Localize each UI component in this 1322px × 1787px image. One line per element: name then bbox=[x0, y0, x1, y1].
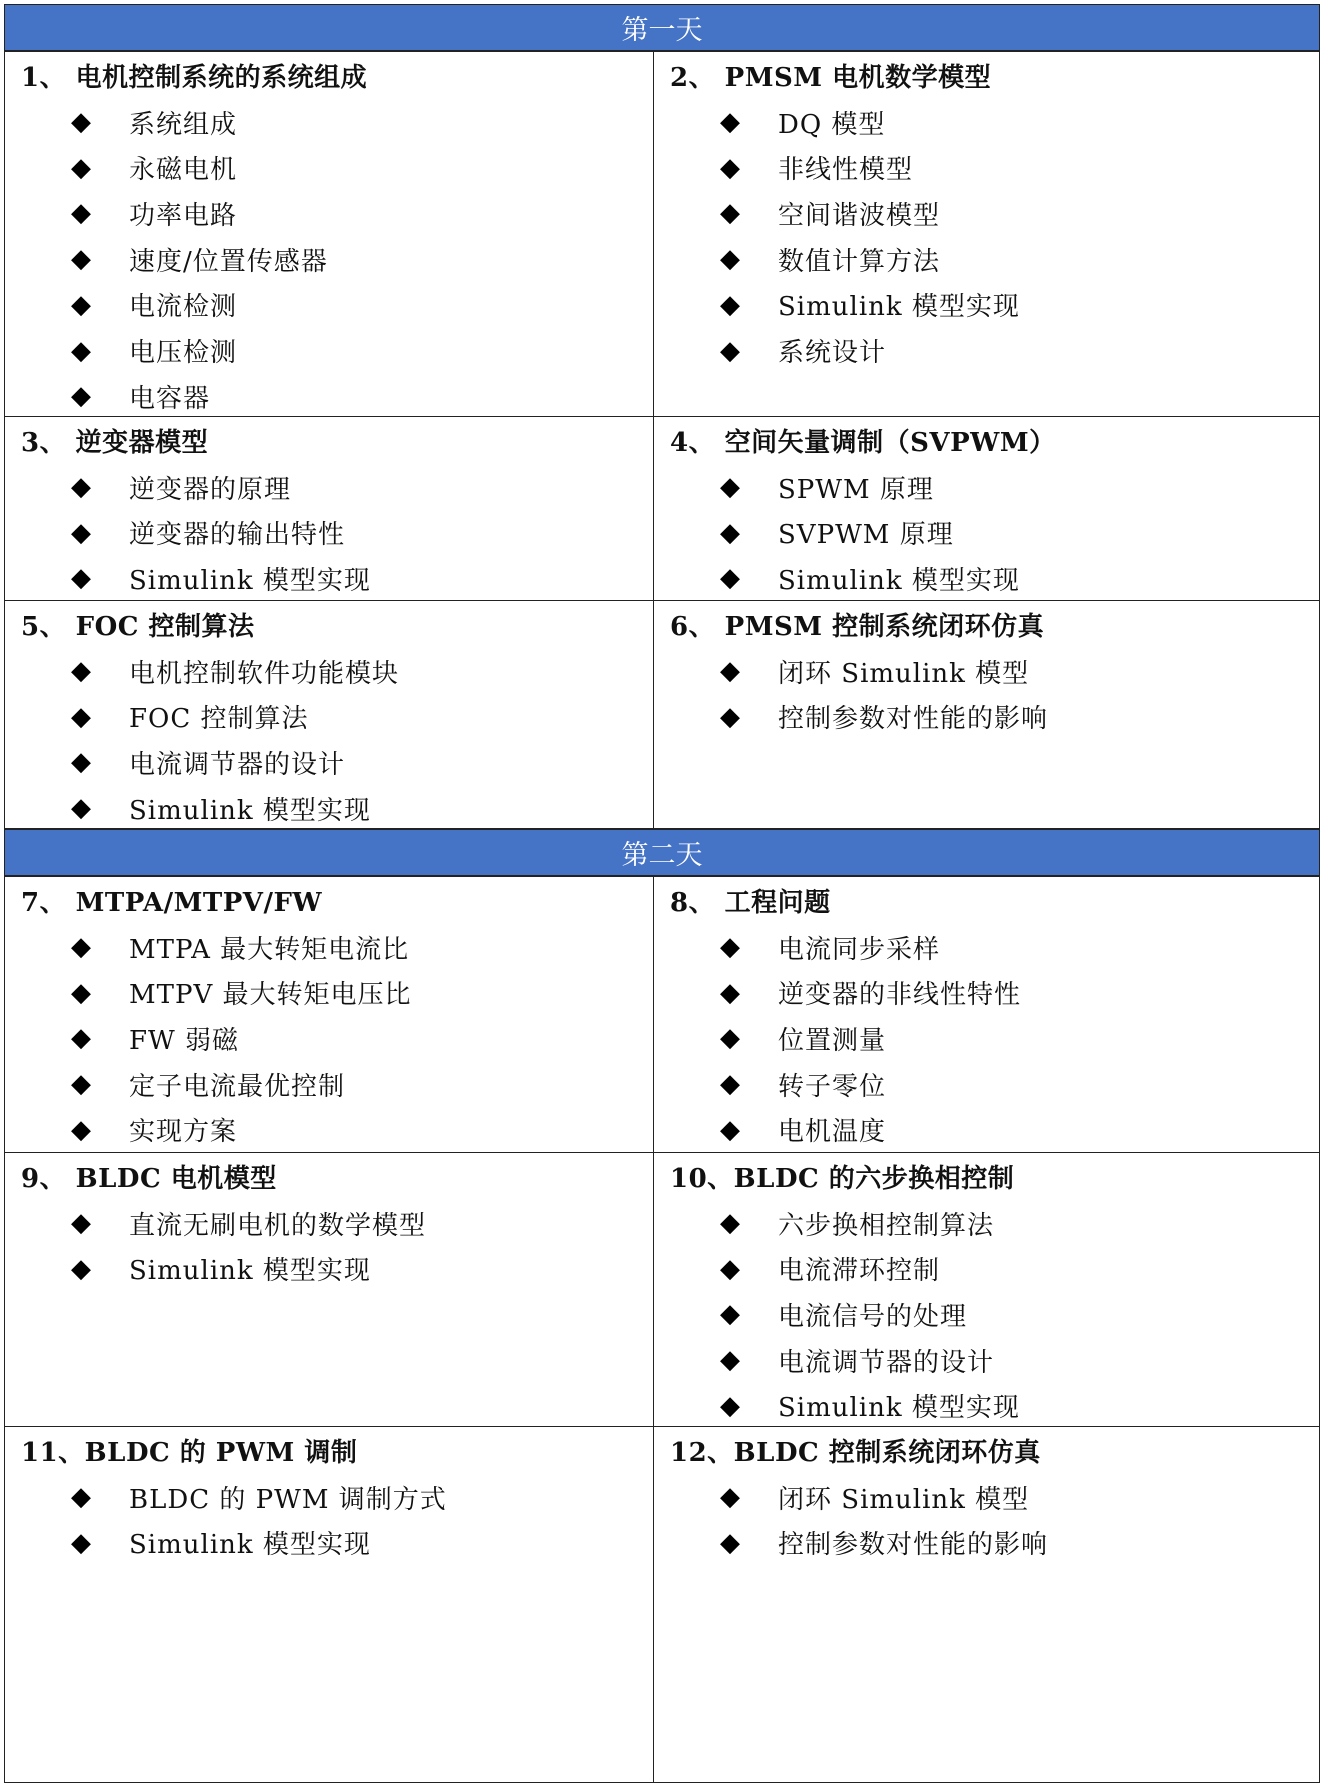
topic-list-item-label: FOC 控制算法 bbox=[129, 704, 309, 735]
topic-list-item bbox=[71, 1243, 371, 1295]
diamond-bullet-icon: ◆ bbox=[71, 381, 92, 412]
diamond-bullet-icon: ◆ bbox=[71, 244, 92, 275]
topic-list-item-label: Simulink 模型实现 bbox=[129, 795, 371, 826]
topic-list-item-label: 逆变器的输出特性 bbox=[129, 520, 346, 551]
topic-list-item bbox=[71, 325, 237, 377]
diamond-bullet-icon: ◆ bbox=[720, 1345, 741, 1376]
diamond-bullet-icon: ◆ bbox=[720, 1114, 741, 1145]
topic-title: 11、BLDC 的 PWM 调制 bbox=[21, 1438, 358, 1468]
topic-list-item-label: 位置测量 bbox=[778, 1025, 887, 1056]
topic-list-item-label: 转子零位 bbox=[778, 1071, 887, 1102]
topic-list-item bbox=[71, 142, 237, 194]
topic-list-item bbox=[720, 967, 1021, 1019]
topic-list-item bbox=[71, 1471, 447, 1523]
topic-list-item bbox=[71, 645, 399, 697]
topic-list-item bbox=[71, 691, 309, 743]
topic-cell bbox=[653, 51, 1320, 417]
topic-list-item bbox=[71, 187, 237, 239]
topic-list-item bbox=[720, 1380, 1020, 1432]
diamond-bullet-icon: ◆ bbox=[720, 1482, 741, 1512]
diamond-bullet-icon: ◆ bbox=[71, 1114, 92, 1145]
topic-title: 7、 MTPA/MTPV/FW bbox=[21, 888, 323, 918]
topic-title: 6、 PMSM 控制系统闭环仿真 bbox=[670, 612, 1045, 642]
topic-title: 2、 PMSM 电机数学模型 bbox=[670, 63, 992, 93]
diamond-bullet-icon: ◆ bbox=[720, 932, 741, 962]
topic-list-item-label: MTPV 最大转矩电压比 bbox=[129, 980, 412, 1011]
diamond-bullet-icon: ◆ bbox=[71, 977, 92, 1008]
topic-cell bbox=[653, 876, 1320, 1153]
topic-list-item-label: Simulink 模型实现 bbox=[129, 565, 371, 596]
topic-list-item bbox=[71, 96, 237, 148]
topic-list-item-label: 永磁电机 bbox=[129, 155, 238, 186]
diamond-bullet-icon: ◆ bbox=[71, 701, 92, 732]
topic-list-item-label: Simulink 模型实现 bbox=[778, 565, 1020, 596]
topic-list-item-label: 系统组成 bbox=[129, 109, 238, 140]
topic-list-item-label: Simulink 模型实现 bbox=[129, 1530, 371, 1561]
diamond-bullet-icon: ◆ bbox=[720, 198, 741, 229]
diamond-bullet-icon: ◆ bbox=[720, 1527, 741, 1558]
topic-list-item bbox=[720, 1012, 886, 1064]
day-header: 第一天 bbox=[4, 4, 1320, 51]
topic-list-item bbox=[720, 552, 1020, 604]
topic-cell bbox=[4, 416, 654, 601]
topic-list-item-label: 闭环 Simulink 模型 bbox=[778, 1484, 1030, 1515]
diamond-bullet-icon: ◆ bbox=[71, 335, 92, 366]
diamond-bullet-icon: ◆ bbox=[720, 656, 741, 686]
topic-cell bbox=[4, 600, 654, 829]
topic-list-item-label: 控制参数对性能的影响 bbox=[778, 704, 1049, 735]
topic-cell bbox=[653, 600, 1320, 829]
topic-list-item bbox=[720, 325, 886, 377]
topic-list-item-label: 速度/位置传感器 bbox=[129, 246, 328, 277]
topic-title: 12、BLDC 控制系统闭环仿真 bbox=[670, 1438, 1041, 1468]
diamond-bullet-icon: ◆ bbox=[720, 244, 741, 275]
diamond-bullet-icon: ◆ bbox=[71, 1482, 92, 1512]
topic-title: 5、 FOC 控制算法 bbox=[21, 612, 255, 642]
topic-list-item bbox=[71, 1104, 237, 1156]
topic-list-item bbox=[720, 507, 954, 559]
topic-title: 10、BLDC 的六步换相控制 bbox=[670, 1164, 1015, 1194]
topic-title: 8、 工程问题 bbox=[670, 888, 831, 918]
topic-list-item-label: 定子电流最优控制 bbox=[129, 1071, 346, 1102]
topic-list-item bbox=[71, 736, 345, 788]
topic-list-item bbox=[720, 1104, 886, 1156]
topic-list-item-label: DQ 模型 bbox=[778, 109, 886, 140]
topic-list-item-label: 功率电路 bbox=[129, 200, 238, 231]
topic-list-item-label: 数值计算方法 bbox=[778, 246, 941, 277]
diamond-bullet-icon: ◆ bbox=[71, 198, 92, 229]
topic-list-item-label: Simulink 模型实现 bbox=[778, 292, 1020, 323]
diamond-bullet-icon: ◆ bbox=[71, 563, 92, 594]
topic-list-item-label: 系统设计 bbox=[778, 338, 887, 368]
topic-cell bbox=[4, 51, 654, 417]
diamond-bullet-icon: ◆ bbox=[71, 472, 92, 502]
topic-cell bbox=[653, 1152, 1320, 1427]
diamond-bullet-icon: ◆ bbox=[720, 701, 741, 732]
diamond-bullet-icon: ◆ bbox=[720, 1299, 741, 1330]
topic-list-item-label: 空间谐波模型 bbox=[778, 200, 941, 231]
topic-list-item-label: SVPWM 原理 bbox=[778, 520, 954, 551]
diamond-bullet-icon: ◆ bbox=[720, 1253, 741, 1284]
diamond-bullet-icon: ◆ bbox=[720, 472, 741, 502]
diamond-bullet-icon: ◆ bbox=[71, 152, 92, 183]
topic-list-item bbox=[720, 233, 940, 285]
topic-list-item bbox=[71, 967, 412, 1019]
topic-list-item bbox=[720, 187, 940, 239]
diamond-bullet-icon: ◆ bbox=[71, 1069, 92, 1100]
topic-list-item bbox=[720, 1288, 967, 1340]
topic-list-item bbox=[720, 142, 913, 194]
topic-list-item bbox=[720, 1058, 886, 1110]
topic-cell bbox=[4, 1152, 654, 1427]
topic-list-item bbox=[720, 645, 1029, 697]
diamond-bullet-icon: ◆ bbox=[71, 107, 92, 137]
topic-title: 9、 BLDC 电机模型 bbox=[21, 1164, 277, 1194]
topic-cell bbox=[653, 1426, 1320, 1783]
topic-list-item bbox=[720, 279, 1020, 331]
topic-list-item bbox=[71, 1058, 345, 1110]
day-header: 第二天 bbox=[4, 829, 1320, 876]
topic-list-item-label: Simulink 模型实现 bbox=[129, 1256, 371, 1287]
topic-list-item bbox=[71, 1517, 371, 1569]
topic-list-item bbox=[720, 461, 934, 513]
topic-title: 3、 逆变器模型 bbox=[21, 428, 209, 458]
topic-list-item-label: 电容器 bbox=[129, 383, 211, 414]
topic-list-item bbox=[71, 233, 328, 285]
diamond-bullet-icon: ◆ bbox=[71, 747, 92, 778]
topic-list-item-label: FW 弱磁 bbox=[129, 1025, 240, 1056]
diamond-bullet-icon: ◆ bbox=[720, 1208, 741, 1238]
diamond-bullet-icon: ◆ bbox=[71, 1208, 92, 1238]
topic-list-item bbox=[720, 1471, 1029, 1523]
topic-list-item-label: 闭环 Simulink 模型 bbox=[778, 658, 1030, 689]
diamond-bullet-icon: ◆ bbox=[720, 335, 741, 366]
topic-title: 4、 空间矢量调制（SVPWM） bbox=[670, 428, 1056, 458]
topic-list-item bbox=[720, 96, 885, 148]
topic-list-item-label: 电流调节器的设计 bbox=[129, 749, 346, 780]
topic-cell bbox=[653, 416, 1320, 601]
topic-list-item-label: 电机温度 bbox=[778, 1117, 887, 1148]
topic-list-item-label: 电压检测 bbox=[129, 338, 238, 368]
diamond-bullet-icon: ◆ bbox=[720, 1069, 741, 1100]
topic-list-item-label: 逆变器的非线性特性 bbox=[778, 980, 1022, 1011]
course-schedule-table bbox=[4, 4, 1320, 1783]
diamond-bullet-icon: ◆ bbox=[720, 563, 741, 594]
topic-list-item bbox=[71, 921, 409, 973]
topic-list-item bbox=[71, 461, 291, 513]
topic-title: 1、 电机控制系统的系统组成 bbox=[21, 63, 368, 93]
topic-list-item bbox=[71, 782, 371, 834]
topic-list-item bbox=[720, 1517, 1048, 1569]
diamond-bullet-icon: ◆ bbox=[720, 1390, 741, 1421]
diamond-bullet-icon: ◆ bbox=[71, 793, 92, 824]
topic-list-item bbox=[720, 1334, 994, 1386]
topic-cell bbox=[4, 1426, 654, 1783]
topic-list-item bbox=[71, 279, 237, 331]
diamond-bullet-icon: ◆ bbox=[71, 656, 92, 686]
topic-list-item bbox=[720, 691, 1048, 743]
diamond-bullet-icon: ◆ bbox=[720, 517, 741, 548]
topic-list-item-label: SPWM 原理 bbox=[778, 474, 934, 505]
diamond-bullet-icon: ◆ bbox=[720, 977, 741, 1008]
topic-list-item-label: 电流信号的处理 bbox=[778, 1301, 968, 1332]
diamond-bullet-icon: ◆ bbox=[71, 1023, 92, 1054]
diamond-bullet-icon: ◆ bbox=[720, 1023, 741, 1054]
diamond-bullet-icon: ◆ bbox=[720, 152, 741, 183]
topic-list-item bbox=[71, 552, 371, 604]
topic-cell bbox=[4, 876, 654, 1153]
topic-list-item-label: 实现方案 bbox=[129, 1117, 238, 1148]
topic-list-item-label: 电流滞环控制 bbox=[778, 1256, 941, 1287]
topic-list-item bbox=[71, 507, 345, 559]
topic-list-item-label: 控制参数对性能的影响 bbox=[778, 1530, 1049, 1561]
topic-list-item bbox=[720, 1243, 940, 1295]
topic-list-item-label: 电机控制软件功能模块 bbox=[129, 658, 400, 689]
topic-list-item-label: 电流检测 bbox=[129, 292, 238, 323]
topic-list-item-label: 直流无刷电机的数学模型 bbox=[129, 1210, 427, 1241]
topic-list-item bbox=[71, 370, 210, 422]
topic-list-item-label: 电流同步采样 bbox=[778, 934, 941, 965]
topic-list-item-label: Simulink 模型实现 bbox=[778, 1393, 1020, 1424]
diamond-bullet-icon: ◆ bbox=[71, 1253, 92, 1284]
topic-list-item-label: 逆变器的原理 bbox=[129, 474, 292, 505]
topic-list-item-label: BLDC 的 PWM 调制方式 bbox=[129, 1484, 447, 1515]
topic-list-item-label: 电流调节器的设计 bbox=[778, 1347, 995, 1378]
topic-list-item-label: MTPA 最大转矩电流比 bbox=[129, 934, 410, 965]
diamond-bullet-icon: ◆ bbox=[71, 932, 92, 962]
topic-list-item bbox=[71, 1012, 239, 1064]
diamond-bullet-icon: ◆ bbox=[720, 289, 741, 320]
diamond-bullet-icon: ◆ bbox=[71, 1527, 92, 1558]
topic-list-item-label: 非线性模型 bbox=[778, 155, 914, 186]
topic-list-item bbox=[720, 921, 940, 973]
diamond-bullet-icon: ◆ bbox=[71, 289, 92, 320]
topic-list-item-label: 六步换相控制算法 bbox=[778, 1210, 995, 1241]
diamond-bullet-icon: ◆ bbox=[71, 517, 92, 548]
topic-list-item bbox=[720, 1197, 994, 1249]
diamond-bullet-icon: ◆ bbox=[720, 107, 741, 137]
topic-list-item bbox=[71, 1197, 426, 1249]
